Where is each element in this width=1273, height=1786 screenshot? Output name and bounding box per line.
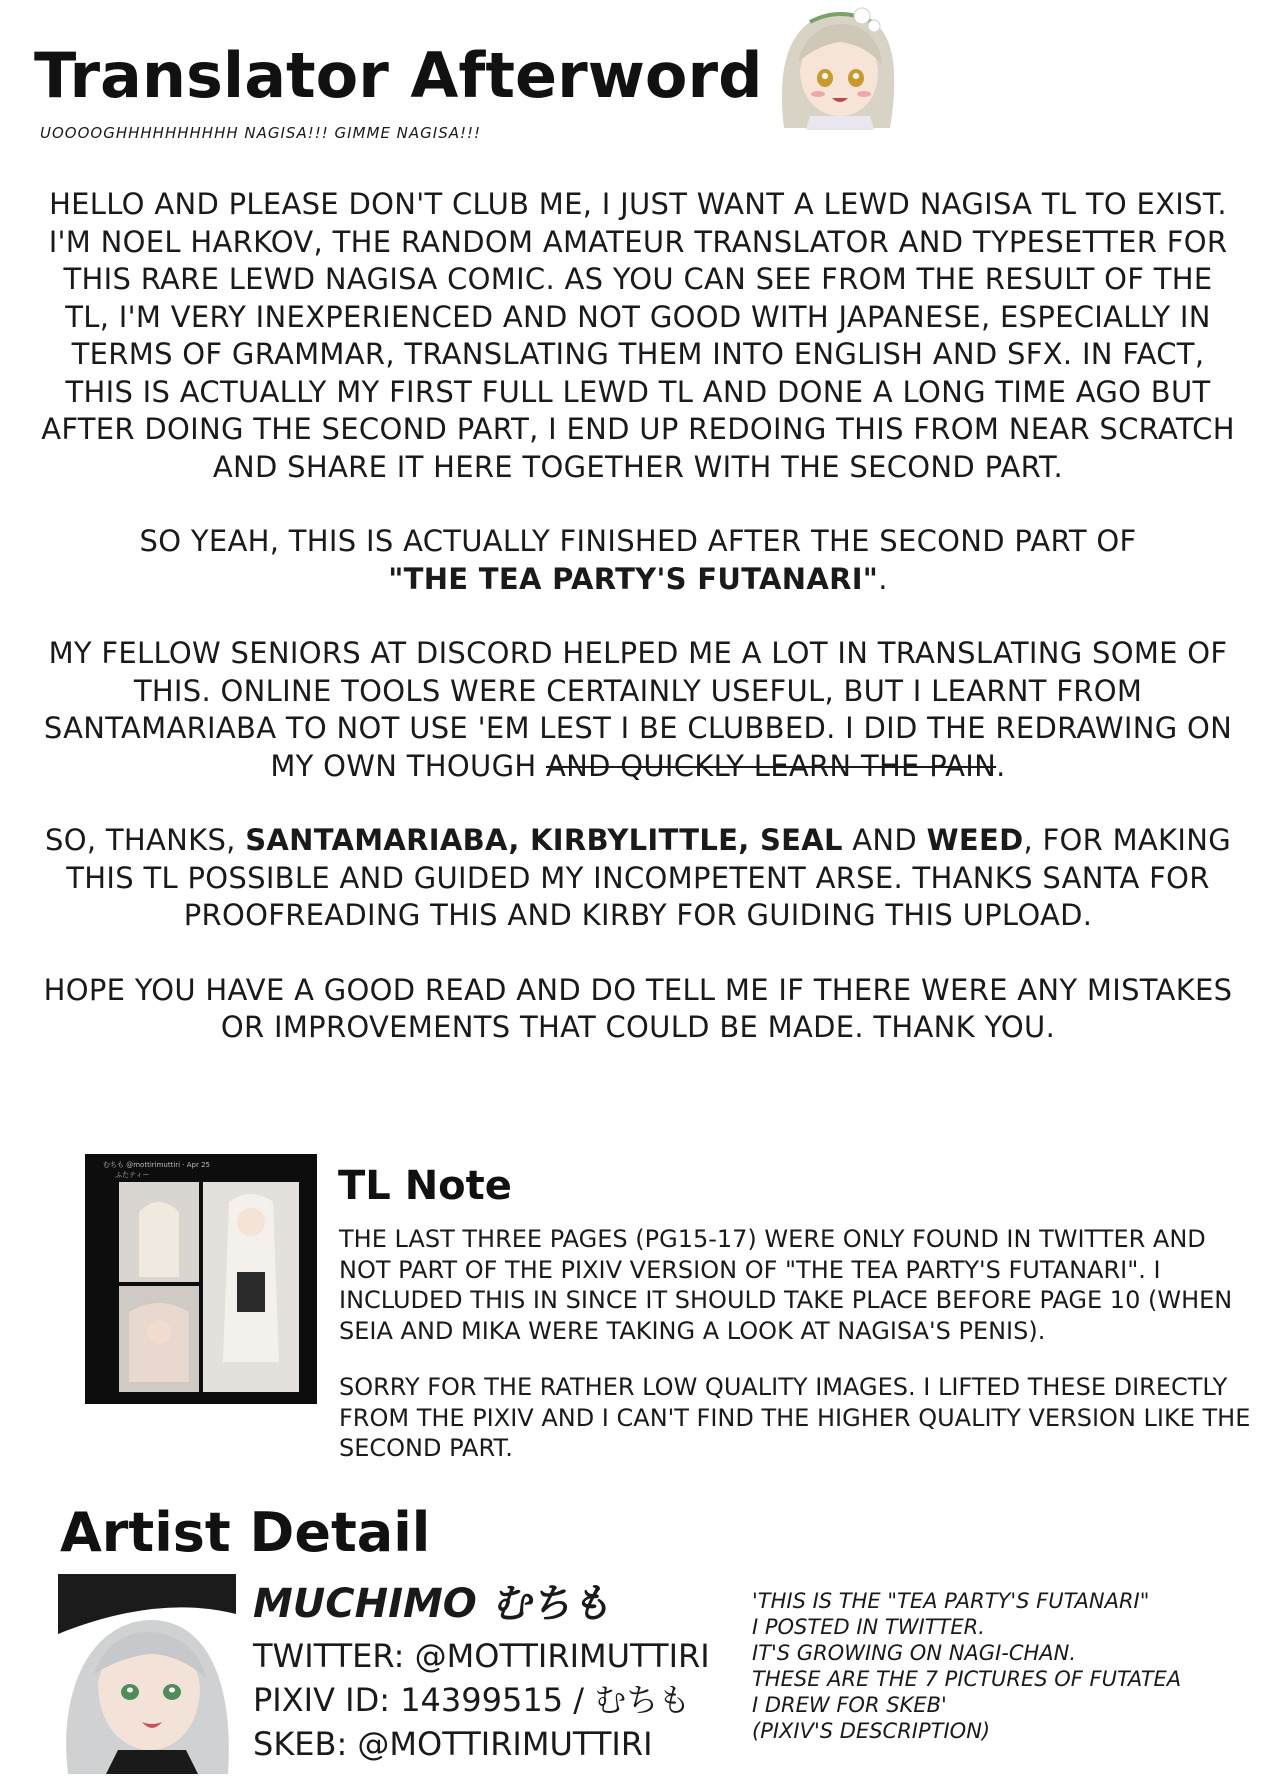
comic-title-text: "THE TEA PARTY'S FUTANARI": [388, 561, 879, 596]
artist-pixiv: PIXIV ID: 14399515 / むちも: [253, 1681, 691, 1719]
quote-line: 'THIS IS THE "TEA PARTY'S FUTANARI": [752, 1589, 1150, 1613]
page-title: Translator Afterword: [34, 39, 763, 112]
tl-note-paragraph-pages: THE LAST THREE PAGES (PG15-17) WERE ONLY FOUND IN TWITTER AND NOT PART OF THE PIXIV VERSION OF "THE TEA PARTY'S FUTANARI". I INCLUDED THIS IN SINCE IT SHOULD TAKE PLACE BEFORE PAGE 10 (WHEN SEIA AND MIKA WERE TAKING A LOOK AT NAGISA'S PENIS).: [339, 1225, 1233, 1345]
quote-line: I POSTED IN TWITTER.: [752, 1615, 985, 1639]
artist-avatar-image: [58, 1574, 236, 1774]
quote-line: (PIXIV'S DESCRIPTION): [752, 1719, 991, 1743]
strikethrough-text: AND QUICKLY LEARN THE PAIN: [545, 748, 997, 783]
thanks-rest: , FOR MAKING THIS TL POSSIBLE AND GUIDED MY INCOMPETENT ARSE. THANKS SANTA FOR PROOFREADING THIS AND KIRBY FOR GUIDING THIS UPLOAD.: [66, 823, 1231, 932]
page-subtitle: UOOOOGHHHHHHHHHH NAGISA!!! GIMME NAGISA!!!: [40, 124, 482, 142]
nagisa-avatar-image: [770, 0, 902, 130]
quote-line: I DREW FOR SKEB': [752, 1693, 947, 1717]
tweet-user-line: むちも @mottirimuttiri · Apr 25: [103, 1161, 211, 1169]
quote-line: IT'S GROWING ON NAGI-CHAN.: [752, 1641, 1077, 1665]
tweet-text: ふたティー: [115, 1171, 150, 1179]
tweet-images-grid: [119, 1182, 299, 1392]
tl-note-paragraph-quality: SORRY FOR THE RATHER LOW QUALITY IMAGES. I LIFTED THESE DIRECTLY FROM THE PIXIV AND I CAN'T FIND THE HIGHER QUALITY VERSION LIKE THE SECOND PART.: [339, 1373, 1251, 1462]
artist-info: [253, 1578, 710, 1766]
afterword-paragraph-thanks: [38, 822, 1238, 935]
afterword-paragraph-seniors: [38, 635, 1238, 785]
afterword-paragraph-finished: [38, 523, 1238, 598]
thanks-lead: SO, THANKS,: [45, 823, 246, 857]
afterword-paragraph-closing: HOPE YOU HAVE A GOOD READ AND DO TELL ME IF THERE WERE ANY MISTAKES OR IMPROVEMENTS THAT COULD BE MADE. THANK YOU.: [43, 972, 1233, 1044]
afterword-paragraph-intro: HELLO AND PLEASE DON'T CLUB ME, I JUST WANT A LEWD NAGISA TL TO EXIST. I'M NOEL HARKOV, THE RANDOM AMATEUR TRANSLATOR AND TYPESETTER FOR THIS RARE LEWD NAGISA COMIC. AS YOU CAN SEE FROM THE RESULT OF THE TL, I'M VERY INEXPERIENCED AND NOT GOOD WITH JAPANESE, ESPECIALLY IN TERMS OF GRAMMAR, TRANSLATING THEM INTO ENGLISH AND SFX. IN FACT, THIS IS ACTUALLY MY FIRST FULL LEWD TL AND DONE A LONG TIME AGO BUT AFTER DOING THE SECOND PART, I END UP REDOING THIS FROM NEAR SCRATCH AND SHARE IT HERE TOGETHER WITH THE SECOND PART.: [41, 187, 1235, 484]
afterword-body: [38, 186, 1238, 1084]
artist-name: MUCHIMO むちも: [253, 1581, 611, 1627]
quote-line: THESE ARE THE 7 PICTURES OF FUTATEA: [752, 1667, 1182, 1691]
finished-text: SO YEAH, THIS IS ACTUALLY FINISHED AFTER THE SECOND PART OF: [139, 524, 1137, 558]
artist-twitter: TWITTER: @MOTTIRIMUTTIRI: [253, 1637, 710, 1675]
seniors-period: .: [996, 748, 1006, 783]
tl-note-body: [339, 1224, 1259, 1490]
seniors-text: MY FELLOW SENIORS AT DISCORD HELPED ME A LOT IN TRANSLATING SOME OF THIS. ONLINE TOOLS WERE CERTAINLY USEFUL, BUT I LEARNT FROM SANTAMARIABA TO NOT USE 'EM LEST I BE CLUBBED. I DID THE REDRAWING ON MY OWN THOUGH: [43, 636, 1233, 783]
tweet-screenshot-thumbnail: [85, 1154, 317, 1404]
tl-note-heading: TL Note: [338, 1163, 512, 1209]
artist-detail-heading: Artist Detail: [60, 1501, 431, 1564]
thanks-name-weed: WEED: [926, 823, 1024, 857]
artist-skeb: SKEB: @MOTTIRIMUTTIRI: [253, 1725, 653, 1763]
finished-period: .: [878, 561, 888, 596]
thanks-names: SANTAMARIABA, KIRBYLITTLE, SEAL: [245, 823, 843, 857]
pixiv-description-quote: [752, 1588, 1252, 1744]
thanks-and: AND: [842, 823, 927, 857]
